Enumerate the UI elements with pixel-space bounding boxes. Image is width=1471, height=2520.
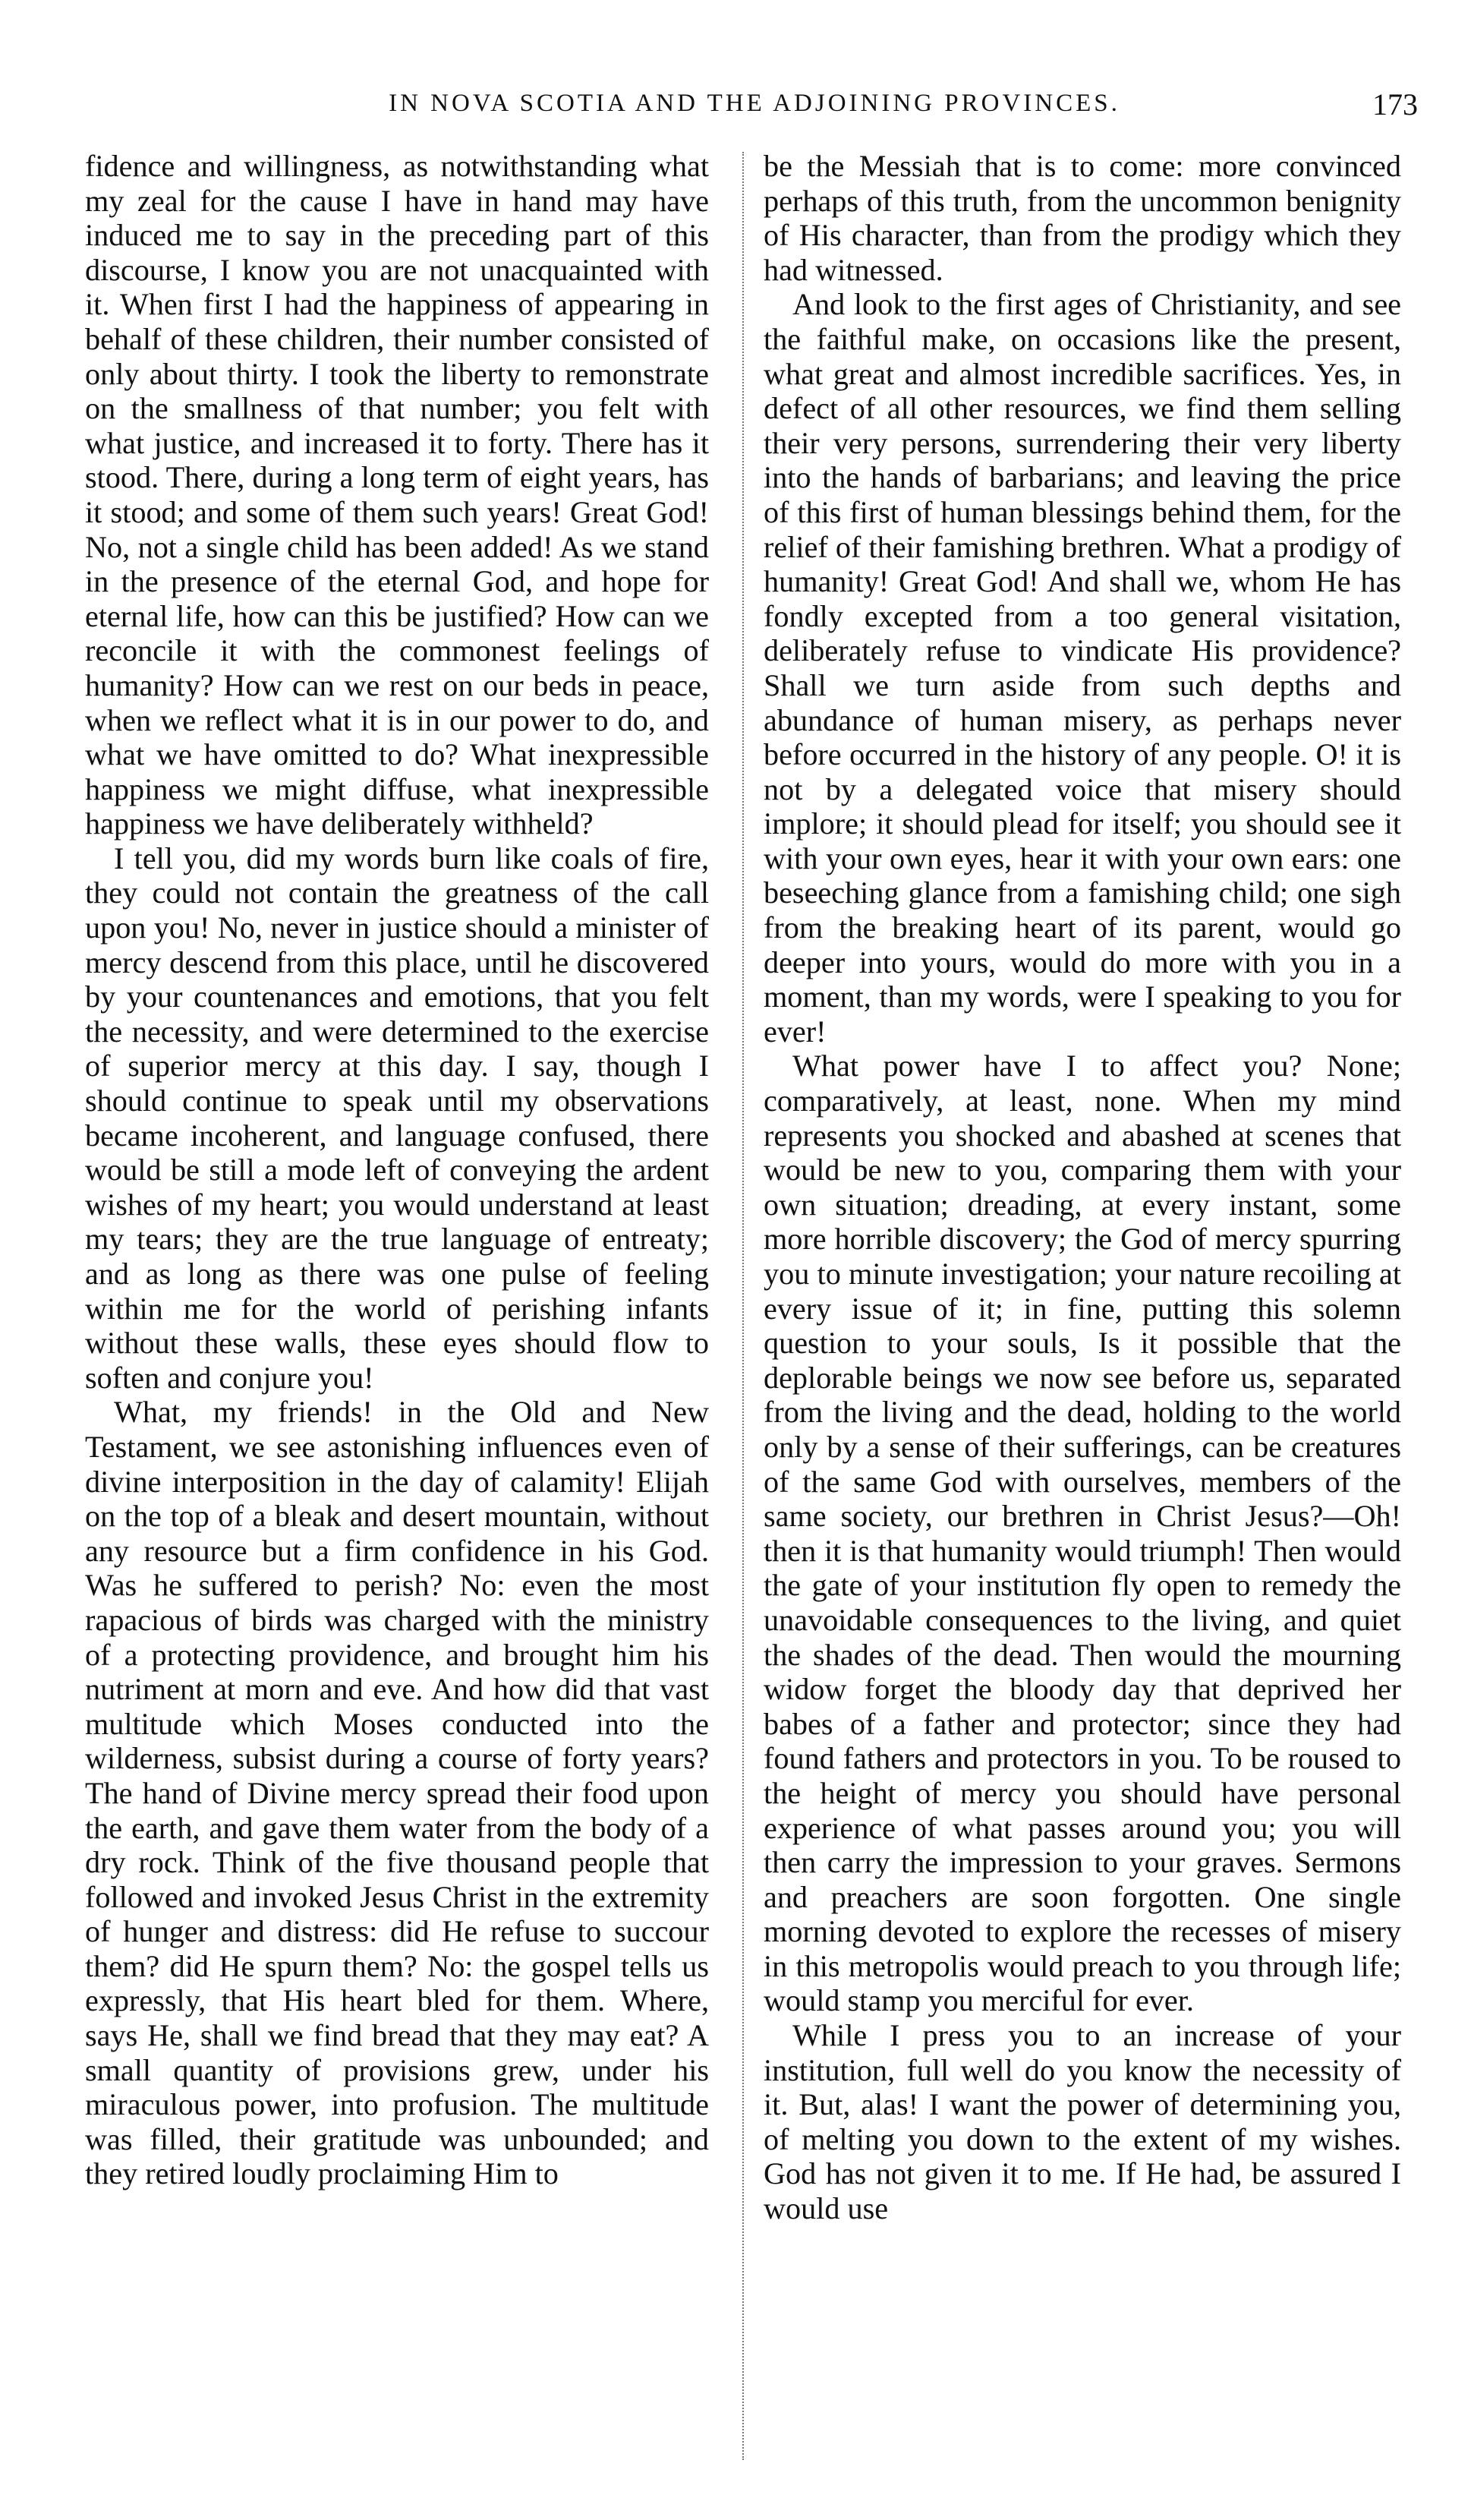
page-header — [91, 87, 1418, 135]
paragraph: And look to the first ages of Christianity, and see the faithful make, on occasions like the present, what great and almost incredible sacrifices. Yes, in defect of all other resources, we find them selling their very persons, surrendering their very liberty into the hands of barbarians; and leaving the price of this first of human blessings behind them, for the relief of their famishing brethren. What a prodigy of humanity! Great God! And shall we, whom He has fondly excepted from a too general visitation, deliberately refuse to vindicate His providence? Shall we turn aside from such depths and abundance of human misery, as perhaps never before occurred in the history of any people. O! it is not by a delegated voice that misery should implore; it should plead for itself; you should see it with your own eyes, hear it with your own ears: one beseeching glance from a famishing child; one sigh from the breaking heart of its parent, would go deeper into yours, would do more with you in a moment, than my words, were I speaking to you for ever! — [764, 287, 1401, 1049]
paragraph-continued: be the Messiah that is to come: more convinced perhaps of this truth, from the uncommon benignity of His character, than from the prodigy which they had witnessed. — [764, 149, 1401, 287]
column-divider — [742, 152, 744, 2460]
left-column — [85, 149, 709, 2472]
right-column — [764, 149, 1401, 2472]
page-number: 173 — [1372, 87, 1418, 121]
paragraph: While I press you to an increase of your institution, full well do you know the necessity of it. But, alas! I want the power of determining you, of melting you down to the extent of my wishes. God has not given it to me. If He had, be assured I would use — [764, 2018, 1401, 2226]
paragraph-continued: fidence and willingness, as notwithstanding what my zeal for the cause I have in hand may have induced me to say in the preceding part of this discourse, I know you are not unacquainted with it. When first I had the happiness of appearing in behalf of these children, their number consisted of only about thirty. I took the liberty to remonstrate on the smallness of that number; you felt with what justice, and increased it to forty. There has it stood. There, during a long term of eight years, has it stood; and some of them such years! Great God! No, not a single child has been added! As we stand in the presence of the eternal God, and hope for eternal life, how can this be justified? How can we reconcile it with the commonest feelings of humanity? How can we rest on our beds in peace, when we reflect what it is in our power to do, and what we have omitted to do? What inexpressible happiness we might diffuse, what inexpressible happiness we have deliberately withheld? — [85, 149, 709, 841]
paragraph: What power have I to affect you? None; comparatively, at least, none. When my mind represents you shocked and abashed at scenes that would be new to you, comparing them with your own situation; dreading, at every instant, some more horrible discovery; the God of mercy spurring you to minute investigation; your nature recoiling at every issue of it; in fine, putting this solemn question to your souls, Is it possible that the deplorable beings we now see before us, separated from the living and the dead, holding to the world only by a sense of their sufferings, can be creatures of the same God with ourselves, members of the same society, our brethren in Christ Jesus?—Oh! then it is that humanity would triumph! Then would the gate of your institution fly open to remedy the unavoidable consequences to the living, and quiet the shades of the dead. Then would the mourning widow forget the bloody day that deprived her babes of a father and protector; since they had found fathers and protectors in you. To be roused to the height of mercy you should have personal experience of what passes around you; you will then carry the impression to your graves. Sermons and preachers are soon forgotten. One single morning devoted to explore the recesses of misery in this metropolis would preach to you through life; would stamp you merciful for ever. — [764, 1049, 1401, 2018]
paragraph: I tell you, did my words burn like coals of fire, they could not contain the greatness of the call upon you! No, never in justice should a minister of mercy descend from this place, until he discovered by your countenances and emotions, that you felt the necessity, and were determined to the exercise of superior mercy at this day. I say, though I should continue to speak until my observations became incoherent, and language confused, there would be still a mode left of conveying the ardent wishes of my heart; you would understand at least my tears; they are the true language of entreaty; and as long as there was one pulse of feeling within me for the world of perishing infants without these walls, these eyes should flow to soften and conjure you! — [85, 841, 709, 1395]
paragraph: What, my friends! in the Old and New Testament, we see astonishing influences even of divine interposition in the day of calamity! Elijah on the top of a bleak and desert mountain, without any resource but a firm confidence in his God. Was he suffered to perish? No: even the most rapacious of birds was charged with the ministry of a protecting providence, and brought him his nutriment at morn and eve. And how did that vast multitude which Moses conducted into the wilderness, subsist during a course of forty years? The hand of Divine mercy spread their food upon the earth, and gave them water from the body of a dry rock. Think of the five thousand people that followed and invoked Jesus Christ in the extremity of hunger and distress: did He refuse to succour them? did He spurn them? No: the gospel tells us expressly, that His heart bled for them. Where, says He, shall we find bread that they may eat? A small quantity of provisions grew, under his miraculous power, into profusion. The multitude was filled, their gratitude was unbounded; and they retired loudly proclaiming Him to — [85, 1395, 709, 2191]
running-head: IN NOVA SCOTIA AND THE ADJOINING PROVINCES. — [389, 90, 1120, 117]
